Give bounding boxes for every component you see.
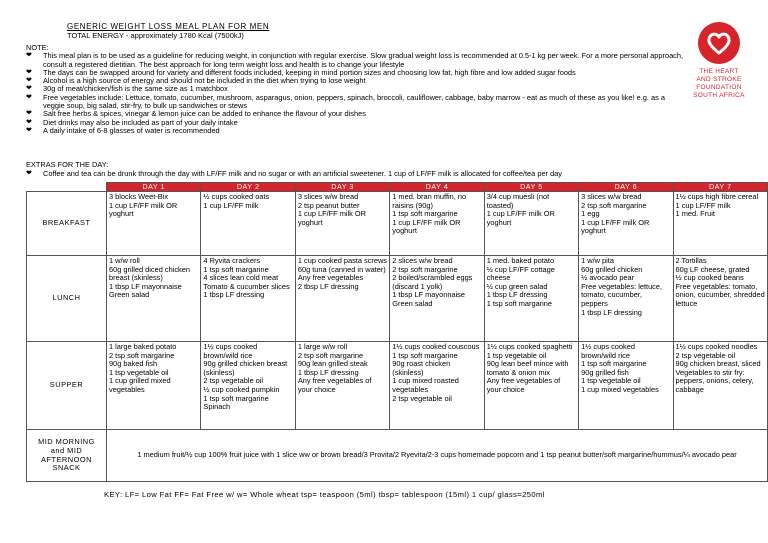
meal-item: 4 slices lean cold meat [203,273,279,283]
table-row [27,430,768,482]
meal-item: 2 tsp vegetable oil [392,393,452,403]
logo-line: AND STROKE [696,76,742,83]
snack-label-line: AFTERNOON [41,454,92,464]
notes-header: NOTE: [26,43,49,52]
notes-list [26,52,686,135]
day-header: DAY 5 [484,183,578,192]
meal-cell [390,256,484,342]
list-item [26,127,686,135]
logo-line: THE HEART [699,68,739,75]
heart-bullet-icon: ❤ [26,77,32,85]
list-item [26,170,766,179]
meal-cell [579,192,673,256]
meal-item: 1 cup LF/FF milk [203,200,259,210]
meal-label: BREAKFAST [27,192,107,256]
list-item-text: Coffee and tea can be drunk through the day with LF/FF milk and no sugar or with an artificial sweetener. 1 cup of LF/FF milk is allocated for coffee/tea per day [43,168,562,178]
meal-cell [579,256,673,342]
logo-line: FOUNDATION [696,84,742,91]
meal-cell [390,192,484,256]
meal-item: 1 cup LF/FF milk OR yoghurt [392,217,461,236]
meal-item: 1 tbsp LF dressing [486,290,548,300]
day-header-row [27,183,768,192]
meal-item: Vegetables to stir fry: peppers, onions, celery, cabbage [675,367,754,394]
meal-item: 1 cup LF/FF milk [675,200,731,210]
meal-item: 1 cup LF/FF milk OR yoghurt [297,209,367,227]
meal-item: 90g lean grilled steak [297,359,368,369]
logo-line: SOUTH AFRICA [693,92,745,99]
meal-item: ½ cup cooked beans [675,273,744,283]
meal-item: 1 tsp soft margarine [203,264,269,274]
table-row [27,342,768,430]
meal-cell [484,256,578,342]
meal-item: 1½ cups cooked noodles [675,342,758,351]
heart-bullet-icon: ❤ [26,126,32,134]
meal-cell [295,256,389,342]
meal-item: 1 cup grilled mixed vegetables [109,376,171,394]
logo-text [689,68,749,100]
list-item-text: Alcohol is a high source of energy and should not be included in the diet when trying to lose weight [43,76,366,86]
heart-bullet-icon: ❤ [26,85,32,93]
meal-item: 60g tuna (canned in water) [297,264,386,274]
meal-item: 4 Ryvita crackers [203,256,261,265]
meal-item: Any free vegetables of your choice [297,376,372,394]
day-header: DAY 3 [295,183,389,192]
extras-section [26,161,766,178]
meal-item: 1 tsp soft margarine [392,209,458,219]
heart-bullet-icon: ❤ [26,118,32,126]
meal-cell [295,342,389,430]
extras-list [26,170,766,179]
meal-item: 2 tsp soft margarine [392,264,458,274]
list-item [26,94,686,111]
meal-cell [295,192,389,256]
snack-text: 1 medium fruit/½ cup 100% fruit juice with 1 slice ww or brown bread/3 Provita/2 Ryevita/2-3 cups homemade popcorn and 1 tsp peanut butter/soft margarine/hummus/¼ avocado pear [107,430,768,482]
meal-item: 1 large w/w roll [297,342,348,351]
heart-bullet-icon: ❤ [26,93,32,101]
snack-label-line: MID MORNING [38,437,95,447]
meal-item: 2 boiled/scrambled eggs (discard 1 yolk) [392,273,473,291]
table-row [27,256,768,342]
meal-item: 1 tbsp LF dressing [297,367,359,377]
meal-cell [201,192,295,256]
notes-section [26,44,686,135]
meal-item: Green salad [392,298,433,308]
list-item-text: Diet drinks may also be included as part of your daily intake [43,117,238,127]
meal-cell [673,256,767,342]
meal-item: 3/4 cup muesli (not toasted) [486,192,550,210]
meal-cell [673,342,767,430]
meal-cell [484,192,578,256]
snack-label-line: and MID [50,445,83,455]
meal-item: 1 cup mixed roasted vegetables [392,376,459,394]
day-header: DAY 7 [673,183,767,192]
table-corner [27,183,107,192]
snack-label [27,430,107,482]
meal-item: 1 cup LF/FF milk OR yoghurt [109,200,178,219]
list-item-text: Free vegetables include: Lettuce, tomato, cucumber, mushroom, asparagus, onion, peppers, spinach, broccoli, cauliflower, cabbage, baby marrow - eat as much of these as you like! e.g. as a veggie soup, big salad, stir-fry, to bulk up sandwiches or stews [43,92,665,111]
meal-item: 2 tsp vegetable oil [203,376,263,386]
meal-item: 1½ cups cooked brown/wild rice [581,342,635,360]
meal-item: ½ avocado pear [581,273,635,283]
meal-item: 2 tbsp LF dressing [297,281,359,291]
meal-item: Spinach [203,402,231,412]
meal-item: 1 cup cooked pasta screws [297,256,387,265]
meal-cell [107,342,201,430]
meal-item: 60g grilled chicken [581,264,643,274]
abbreviation-key: KEY: LF= Low Fat FF= Fat Free w/ w= Whole wheat tsp= teaspoon (5ml) tbsp= tablespoon (15ml) 1 cup/ glass=250ml [104,490,545,499]
meal-item: 1 tsp soft margarine [486,298,553,308]
meal-cell [107,192,201,256]
meal-item: 1½ cups cooked couscous [392,342,480,351]
meal-item: ½ cup LF/FF cottage cheese [486,264,555,283]
meal-cell [107,256,201,342]
meal-item: 3 slices w/w bread [581,192,642,201]
meal-item: Any free vegetables [297,273,364,283]
meal-item: Tomato & cucumber slices [203,281,290,291]
meal-item: Green salad [109,290,150,300]
meal-item: 1 cup LF/FF milk OR yoghurt [581,217,650,236]
meal-cell [579,342,673,430]
heart-bullet-icon: ❤ [26,110,32,118]
meal-item: 3 slices w/w bread [297,192,359,201]
meal-item: 1 tsp soft margarine [392,350,458,360]
list-item-text: The days can be swapped around for variety and different foods included, keeping in mind portion sizes and choosing low fat, high fibre and low added sugar foods [43,67,576,77]
meal-item: ½ cup green salad [486,281,548,291]
meal-item: 2 tsp vegetable oil [675,350,736,360]
meal-item: 1 med. bran muffin, no raisins (90g) [392,192,467,210]
meal-cell [201,342,295,430]
meal-item: 1 w/w pita [581,256,614,265]
extras-header: EXTRAS FOR THE DAY: [26,160,109,169]
meal-item: 1 tsp soft margarine [203,393,269,403]
snack-label-line: SNACK [52,463,81,473]
meal-item: Free vegetables: tomato, onion, cucumber, shredded lettuce [675,281,765,308]
page-subtitle: TOTAL ENERGY - approximately 1780 Kcal (7500kJ) [67,31,244,40]
meal-cell [673,192,767,256]
page-title: GENERIC WEIGHT LOSS MEAL PLAN FOR MEN [67,22,270,31]
meal-cell [201,256,295,342]
meal-item: 2 tsp soft margarine [109,350,175,360]
meal-cell [390,342,484,430]
meal-item: 2 tsp soft margarine [297,350,364,360]
meal-item: 90g lean beef mince with tomato & onion mix [486,359,569,377]
meal-item: Free vegetables: lettuce, tomato, cucumber, peppers [581,281,663,308]
list-item-text: 30g of meat/chicken/fish is the same size as 1 matchbox [43,84,228,94]
meal-item: 3 blocks Weet-Bix [109,192,169,201]
meal-item: 90g baked fish [109,359,158,369]
meal-item: 1 tsp vegetable oil [581,376,641,386]
meal-item: 90g roast chicken (skinless) [392,359,451,377]
meal-item: 1½ cups cooked brown/wild rice [203,342,258,360]
meal-item: 1 tbsp LF dressing [203,290,265,300]
meal-item: 1 w/w roll [109,256,140,265]
list-item-text: A daily intake of 6-8 glasses of water is recommended [43,125,220,135]
list-item-text: Salt free herbs & spices, vinegar & lemon juice can be added to enhance the flavour of your dishes [43,109,366,119]
meal-item: 1 tbsp LF mayonnaise [392,290,465,300]
meal-item: 1½ cups high fibre cereal [675,192,759,201]
meal-item: 1 egg [581,209,600,219]
meal-item: 90g grilled fish [581,367,629,377]
heart-bullet-icon: ❤ [26,68,32,76]
meal-item: 60g LF cheese, grated [675,264,750,274]
heart-icon [698,22,740,64]
meal-label: LUNCH [27,256,107,342]
meal-item: ½ cups cooked oats [203,192,270,201]
day-header: DAY 6 [579,183,673,192]
meal-plan-table [26,182,768,482]
meal-item: Any free vegetables of your choice [486,376,561,394]
meal-item: 2 tsp soft margarine [581,200,647,210]
meal-item: 90g grilled chicken breast (skinless) [203,359,288,377]
heart-bullet-icon: ❤ [26,52,32,60]
meal-item: 1 tbsp LF dressing [581,307,642,317]
meal-item: 90g chicken breast, sliced [675,359,761,369]
meal-item: 1 med. Fruit [675,209,715,219]
meal-item: 1½ cups cooked spaghetti [486,342,573,351]
meal-item: 1 med. baked potato [486,256,555,265]
list-item [26,52,686,69]
meal-item: 2 slices w/w bread [392,256,453,265]
meal-item: 2 Tortillas [675,256,707,265]
meal-item: 1 tsp vegetable oil [486,350,547,360]
meal-item: 1 large baked potato [109,342,177,351]
meal-item: 1 tbsp LF mayonnaise [109,281,182,291]
meal-item: 1 cup mixed vegetables [581,384,659,394]
table-row [27,192,768,256]
day-header: DAY 2 [201,183,295,192]
list-item-text: This meal plan is to be used as a guideline for reducing weight, in conjunction with regular exercise. Slow gradual weight loss is recommended at 0.5-1 kg per week. For a more personal approach, consult a registered dietitian. The best approach for long term weight loss and health is to change your lifestyle [43,51,684,69]
meal-item: 1 cup LF/FF milk OR yoghurt [486,209,555,227]
meal-item: 2 tsp peanut butter [297,200,360,210]
meal-item: ½ cup cooked pumpkin [203,384,280,394]
meal-item: 60g grilled diced chicken breast (skinless) [109,264,190,283]
meal-cell [484,342,578,430]
day-header: DAY 1 [107,183,201,192]
foundation-logo [689,22,749,100]
heart-bullet-icon: ❤ [26,169,32,177]
meal-item: 1 tsp vegetable oil [109,367,169,377]
meal-label: SUPPER [27,342,107,430]
day-header: DAY 4 [390,183,484,192]
meal-item: 1 tsp soft margarine [581,359,647,369]
